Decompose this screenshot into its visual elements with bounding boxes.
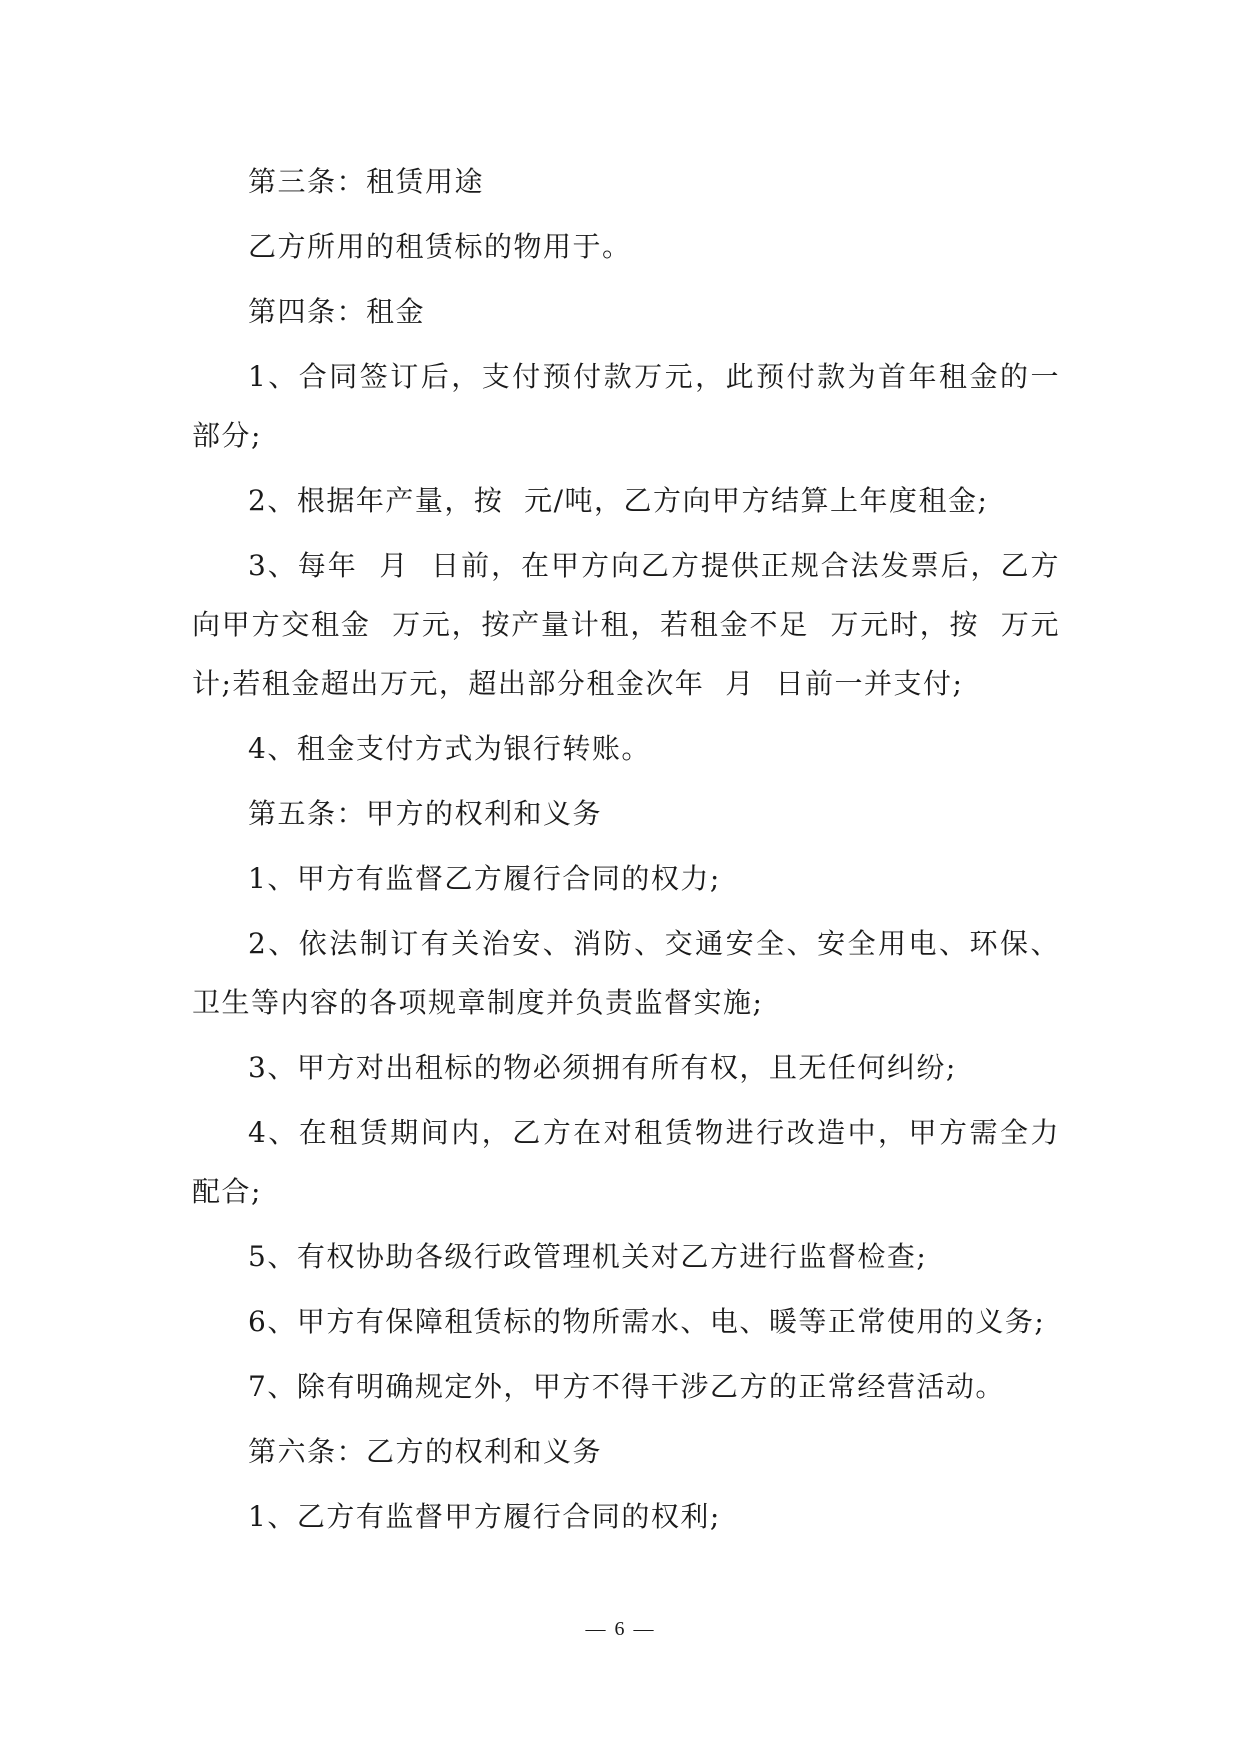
article-4-heading: 第四条：租金: [248, 295, 426, 328]
article-5-item-5: 5、有权协助各级行政管理机关对乙方进行监督检查;: [248, 1240, 928, 1273]
article-4-item-3: 3、每年 月 日前，在甲方向乙方提供正规合法发票后，乙方向甲方交租金 万元，按产量计租，若租金不足 万元时，按 万元计;若租金超出万元，超出部分租金次年 月 日前一并支付;: [192, 549, 1060, 700]
article-5-item-1: 1、甲方有监督乙方履行合同的权力;: [248, 862, 721, 895]
article-5-heading: 第五条：甲方的权利和义务: [248, 797, 603, 830]
article-6-heading: 第六条：乙方的权利和义务: [248, 1435, 603, 1468]
article-6-item-1: 1、乙方有监督甲方履行合同的权利;: [248, 1500, 721, 1533]
document-body: [192, 152, 1060, 1552]
article-4-item-4: 4、租金支付方式为银行转账。: [248, 732, 651, 765]
article-5-item-6: 6、甲方有保障租赁标的物所需水、电、暖等正常使用的义务;: [248, 1305, 1046, 1338]
article-3-text: 乙方所用的租赁标的物用于。: [248, 230, 632, 263]
page-number: — 6 —: [585, 1618, 656, 1640]
article-5-item-2: 2、依法制订有关治安、消防、交通安全、安全用电、环保、卫生等内容的各项规章制度并负责监督实施;: [192, 927, 1060, 1019]
article-4-item-1: 1、合同签订后，支付预付款万元，此预付款为首年租金的一部分;: [192, 360, 1060, 452]
article-4-item-2: 2、根据年产量，按 元/吨，乙方向甲方结算上年度租金;: [248, 484, 989, 517]
article-3-heading: 第三条：租赁用途: [248, 165, 485, 198]
article-5-item-4: 4、在租赁期间内，乙方在对租赁物进行改造中，甲方需全力配合;: [192, 1116, 1060, 1208]
article-5-item-3: 3、甲方对出租标的物必须拥有所有权，且无任何纠纷;: [248, 1051, 957, 1084]
article-5-item-7: 7、除有明确规定外，甲方不得干涉乙方的正常经营活动。: [248, 1370, 1005, 1403]
